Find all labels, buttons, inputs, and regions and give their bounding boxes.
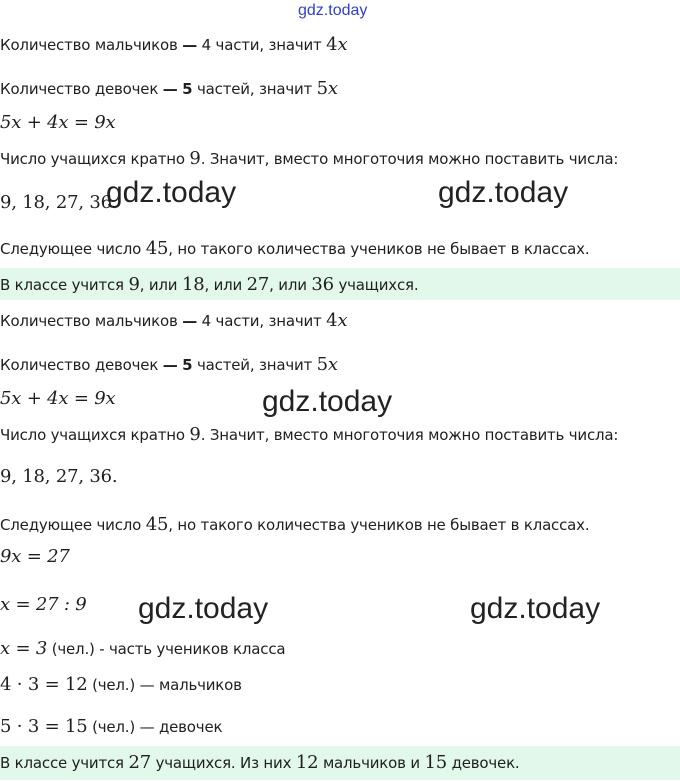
boys-line-1: Количество мальчиков — 4 части, значит 4x — [0, 34, 348, 55]
watermark: gdz.today — [106, 176, 237, 209]
next-number-line-1: Следующее число 45, но такого количества учеников не бывает в классах. — [0, 238, 590, 259]
equation-1: 5x + 4x = 9x — [0, 112, 116, 133]
equation-2: 5x + 4x = 9x — [0, 388, 116, 409]
multiple-line-1: Число учащихся кратно 9. Значит, вместо многоточия можно поставить числа: — [0, 148, 619, 169]
boys-count-line: 4 · 3 = 12 (чел.) — мальчиков — [0, 674, 242, 695]
girls-line-2: Количество девочек — 5 частей, значит 5x — [0, 354, 338, 375]
equation-9x: 9x = 27 — [0, 546, 70, 567]
watermark: gdz.today — [470, 592, 601, 625]
girls-line-1: Количество девочек — 5 частей, значит 5x — [0, 78, 338, 99]
girls-count-line: 5 · 3 = 15 (чел.) — девочек — [0, 716, 223, 737]
equation-x-value: x = 3 (чел.) - часть учеников класса — [0, 638, 286, 659]
boys-line-2: Количество мальчиков — 4 части, значит 4x — [0, 310, 348, 331]
watermark: gdz.today — [138, 592, 269, 625]
site-label[interactable]: gdz.today — [298, 2, 368, 19]
numbers-line-2: 9, 18, 27, 36. — [0, 466, 118, 487]
equation-x-div: x = 27 : 9 — [0, 594, 87, 615]
next-number-line-2: Следующее число 45, но такого количества учеников не бывает в классах. — [0, 514, 590, 535]
watermark: gdz.today — [438, 176, 569, 209]
multiple-line-2: Число учащихся кратно 9. Значит, вместо многоточия можно поставить числа: — [0, 424, 619, 445]
answer-line-1: В классе учится 9, или 18, или 27, или 36 учащихся. — [0, 274, 419, 295]
numbers-line-1: 9, 18, 27, 36. — [0, 192, 118, 213]
answer-line-2: В классе учится 27 учащихся. Из них 12 мальчиков и 15 девочек. — [0, 752, 520, 773]
watermark: gdz.today — [262, 385, 393, 418]
